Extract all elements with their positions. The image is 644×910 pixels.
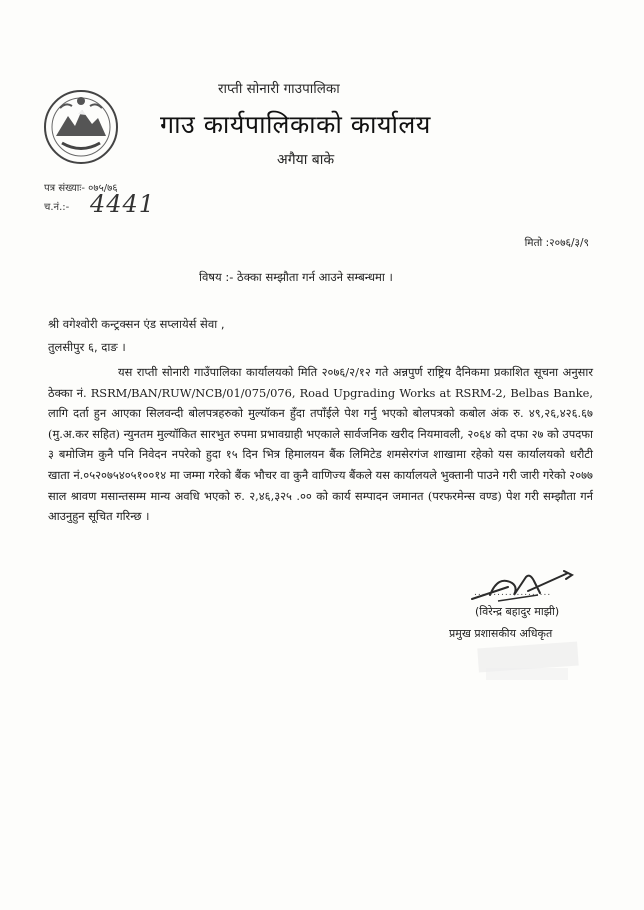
signatory-name: (विरेन्द्र बहादुर माझी) <box>475 605 560 618</box>
signature-dotted-line: .................... <box>474 588 552 598</box>
government-emblem <box>42 88 120 166</box>
dispatch-label: च.नं.:- <box>44 202 70 213</box>
letter-body: यस राप्ती सोनारी गाउँपालिका कार्यालयको मिति २०७६/२/१२ गते अन्नपुर्ण राष्ट्रिय दैनिकमा प्रकाशित सूचना अनुसार ठेक्का नं. RSRM/BAN/RUW/NCB/01/075/076, Road Upgrading Works at RSRM-2, Belbas Banke, लागि दर्ता हुन आएका सिलवन्दी बोलपत्रहरुको मुल्यॉकन हुँदा तपाँईले पेश गर्नु भएको बोलपत्रको कबोल अंक रु. ४९,२६,४२६.६७ (मु.अ.कर सहित) न्युनतम मुल्यॉकित सारभुत रुपमा प्रभावग्राही भएकाले सार्वजनिक खरीद नियमावली, २०६४ को दफा २७ को उपदफा ३ बमोजिम कुनै पनि निवेदन नपरेको हुदा १५ दिन भित्र हिमालयन बैंक लिमिटेड शमसेरगंज शाखामा रहेको यस कार्यालयको धरौटी खाता नं.०५२०७५४०५१००१४ मा जम्मा गरेको बैंक भौचर वा कुनै वाणिज्य बैंकले यस कार्यालयले भुक्तानी पाउने गरी जारी गरेको २०७७ साल श्रावण मसान्तसम्म मान्य अवधि भएको रु. २,४६,३२५ .०० को कार्य सम्पादन जमानत (परफरमेन्स वण्ड) पेश गरी सम्झौता गर्न आउनुहुन सूचित गरिन्छ । <box>48 365 593 524</box>
recipient-name: श्री वगेश्वोरी कन्ट्रक्सन एंड सप्लायेर्स सेवा , <box>48 317 225 331</box>
letter-number: पत्र संख्याः- ०७५/७६ <box>44 183 118 194</box>
dispatch-number-handwritten: 4441 <box>90 190 156 218</box>
subject-line: विषय :- ठेक्का सम्झौता गर्न आउने सम्बन्धमा । <box>199 270 393 284</box>
municipality-name: राप्ती सोनारी गाउपालिका <box>218 81 340 97</box>
handwritten-signature <box>468 565 588 607</box>
faint-office-stamp-lower <box>486 668 568 680</box>
signatory-title: प्रमुख प्रशासकीय अधिकृत <box>449 627 553 640</box>
recipient-address: तुलसीपुर ६, दाङ । <box>48 340 126 354</box>
letter-date: मितो :२०७६/३/९ <box>524 237 589 249</box>
office-title: गाउ कार्यपालिकाको कार्यालय <box>160 110 431 139</box>
office-location: अगैया बाके <box>277 152 335 168</box>
